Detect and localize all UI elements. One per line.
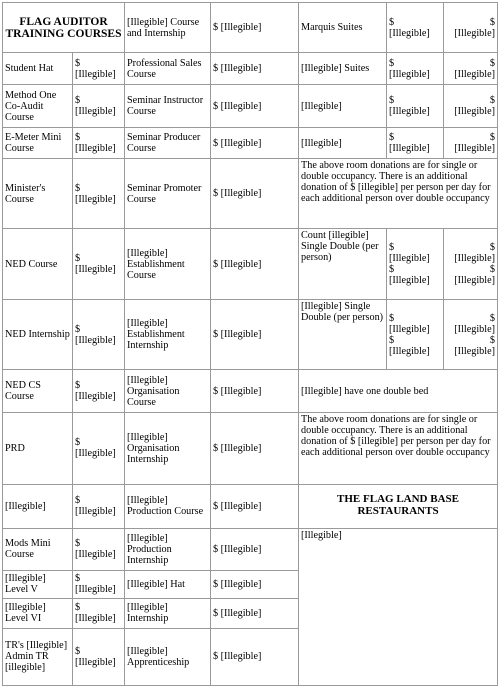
document-table bbox=[2, 2, 498, 686]
course-price-cell: $ [Illegible] bbox=[211, 85, 299, 128]
course-name-cell: [Illegible] Establishment Course bbox=[125, 229, 211, 300]
room-price-cell: $ [Illegible] $ [Illegible] bbox=[387, 229, 444, 300]
course-name-cell: Seminar Instructor Course bbox=[125, 85, 211, 128]
room-type-cell: Marquis Suites bbox=[299, 3, 387, 53]
course-name-cell: [Illegible] Organisation Course bbox=[125, 370, 211, 412]
course-price-cell: $ [Illegible] bbox=[211, 598, 299, 628]
room-type-cell: [Illegible] bbox=[299, 128, 387, 159]
room-type-cell: [Illegible] Suites bbox=[299, 53, 387, 85]
course-name-cell: PRD bbox=[3, 412, 73, 484]
room-price-cell bbox=[387, 3, 444, 53]
course-price-cell: $ [Illegible] bbox=[73, 412, 125, 484]
course-name-cell: Mods Mini Course bbox=[3, 528, 73, 570]
course-name-cell: Professional Sales Course bbox=[125, 53, 211, 85]
illegible-value: [Illegible] bbox=[454, 27, 496, 39]
course-name-cell: [Illegible] bbox=[3, 484, 73, 528]
course-name-cell: [Illegible] Hat bbox=[125, 570, 211, 598]
course-price-cell: $ [Illegible] bbox=[211, 528, 299, 570]
room-price-cell: $ [Illegible] bbox=[387, 53, 444, 85]
course-price-cell: $ [Illegible] bbox=[211, 300, 299, 370]
course-price-cell: $ [Illegible] bbox=[73, 229, 125, 300]
course-price-cell: $ [Illegible] bbox=[73, 598, 125, 628]
room-price-cell: $ [Illegible] bbox=[387, 85, 444, 128]
course-price-cell: $ [Illegible] bbox=[211, 159, 299, 229]
course-price-cell: $ [Illegible] bbox=[73, 570, 125, 598]
bed-note: [Illegible] have one double bed bbox=[299, 370, 498, 412]
course-price-cell: $ [Illegible] bbox=[211, 628, 299, 685]
course-name-cell: Method One Co-Audit Course bbox=[3, 85, 73, 128]
course-name-cell: Student Hat bbox=[3, 53, 73, 85]
course-price-cell: $ [Illegible] bbox=[73, 85, 125, 128]
course-name-cell: [Illegible] Level V bbox=[3, 570, 73, 598]
course-price-cell: $ [Illegible] bbox=[211, 570, 299, 598]
room-price-cell: $ [Illegible] bbox=[444, 53, 498, 85]
course-name-cell: [Illegible] Course and Internship bbox=[125, 3, 211, 53]
illegible-value: [Illegible] bbox=[389, 27, 430, 39]
room-price-cell: $ [Illegible] bbox=[444, 128, 498, 159]
course-name-cell: [Illegible] Internship bbox=[125, 598, 211, 628]
restaurants-heading: THE FLAG LAND BASE RESTAURANTS bbox=[299, 484, 498, 528]
course-name-cell: [Illegible] Production Internship bbox=[125, 528, 211, 570]
course-name-cell: Minister's Course bbox=[3, 159, 73, 229]
course-name-cell: Seminar Producer Course bbox=[125, 128, 211, 159]
dollar-sign: $ bbox=[389, 16, 395, 28]
course-name-cell: [Illegible] Production Course bbox=[125, 484, 211, 528]
restaurants-list bbox=[299, 528, 498, 685]
course-price-cell: $ [Illegible] bbox=[73, 484, 125, 528]
table-heading: FLAG AUDITOR TRAINING COURSES bbox=[3, 3, 125, 53]
room-price-cell bbox=[444, 3, 498, 53]
course-price-cell: $ [Illegible] bbox=[211, 3, 299, 53]
donation-note: The above room donations are for single or double occupancy. There is an additional donation of $ [illegible] per person per day for each additional person over double occupancy bbox=[299, 159, 498, 229]
course-price-cell: $ [Illegible] bbox=[211, 370, 299, 412]
room-price-cell: $ [Illegible] bbox=[387, 128, 444, 159]
room-price-cell: $ [Illegible] bbox=[444, 85, 498, 128]
course-price-cell: $ [Illegible] bbox=[73, 300, 125, 370]
course-name-cell: NED Internship bbox=[3, 300, 73, 370]
donation-note: The above room donations are for single or double occupancy. There is an additional donation of $ [illegible] per person per day for each additional person over double occupancy bbox=[299, 412, 498, 484]
restaurant-item: [Illegible] bbox=[301, 529, 342, 541]
course-name-cell: NED Course bbox=[3, 229, 73, 300]
course-price-cell: $ [Illegible] bbox=[211, 412, 299, 484]
course-name-cell: NED CS Course bbox=[3, 370, 73, 412]
course-price-cell: $ [Illegible] bbox=[73, 53, 125, 85]
course-name-cell: TR's [Illegible] Admin TR [illegible] bbox=[3, 628, 73, 685]
room-type-cell: [Illegible] bbox=[299, 85, 387, 128]
course-price-cell: $ [Illegible] bbox=[73, 628, 125, 685]
room-type-cell: [Illegible] Single Double (per person) bbox=[299, 300, 387, 370]
course-price-cell: $ [Illegible] bbox=[211, 484, 299, 528]
course-name-cell: Seminar Promoter Course bbox=[125, 159, 211, 229]
course-price-cell: $ [Illegible] bbox=[73, 159, 125, 229]
course-name-cell: E-Meter Mini Course bbox=[3, 128, 73, 159]
course-name-cell: [Illegible] Organisation Internship bbox=[125, 412, 211, 484]
room-type-cell: Count [illegible] Single Double (per person) bbox=[299, 229, 387, 300]
room-price-cell: $ [Illegible] $ [Illegible] bbox=[444, 300, 498, 370]
course-price-cell: $ [Illegible] bbox=[211, 229, 299, 300]
room-price-cell: $ [Illegible] $ [Illegible] bbox=[387, 300, 444, 370]
course-price-cell: $ [Illegible] bbox=[73, 528, 125, 570]
dollar-sign: $ bbox=[489, 16, 496, 28]
course-price-cell: $ [Illegible] bbox=[73, 370, 125, 412]
course-name-cell: [Illegible] Apprenticeship bbox=[125, 628, 211, 685]
course-price-cell: $ [Illegible] bbox=[211, 128, 299, 159]
course-name-cell: [Illegible] Level VI bbox=[3, 598, 73, 628]
course-name-cell: [Illegible] Establishment Internship bbox=[125, 300, 211, 370]
course-price-cell: $ [Illegible] bbox=[211, 53, 299, 85]
room-price-cell: $ [Illegible] $ [Illegible] bbox=[444, 229, 498, 300]
course-price-cell: $ [Illegible] bbox=[73, 128, 125, 159]
